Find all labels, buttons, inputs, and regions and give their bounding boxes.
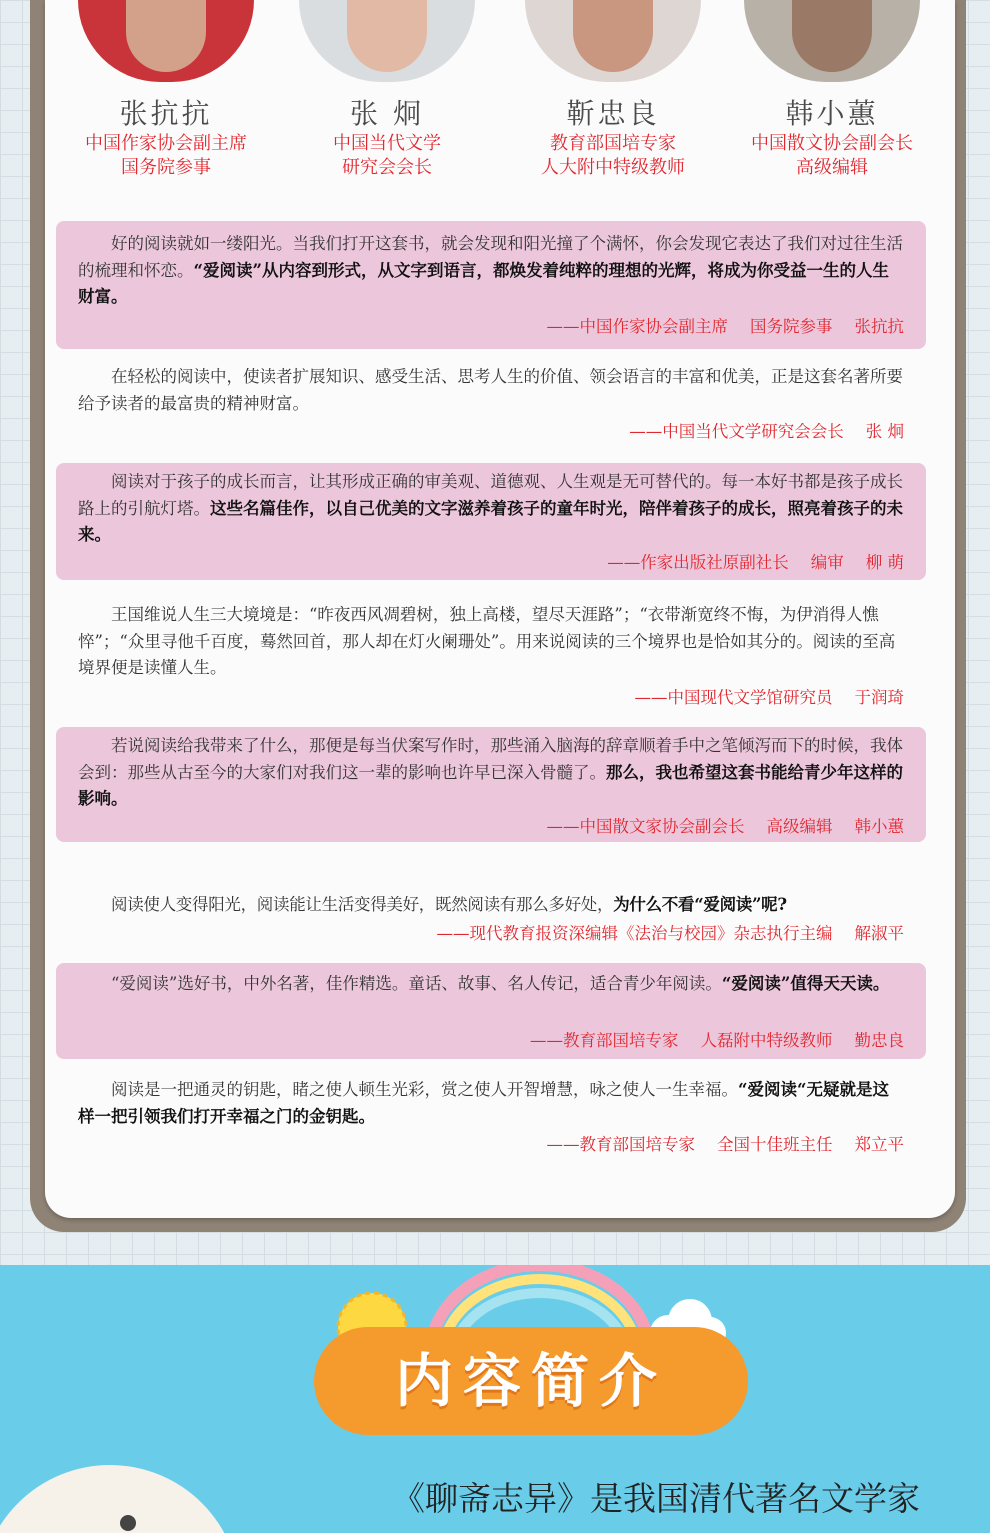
quote-text: 王国维说人生三大境境是：“昨夜西风凋碧树，独上高楼，望尽天涯路”；“衣带渐宽终不悔，为伊消得人憔悴”；“众里寻他千百度，蓦然回首，那人却在灯火阑珊处”。用来说阅读的三个境界也是恰如其分的。阅读的至高境界便是读懂人生。	[78, 605, 896, 677]
quote-signature: ——现代教育报资深编辑《法治与校园》杂志执行主编 解淑平	[436, 924, 904, 943]
quote-block	[56, 892, 926, 952]
expert-photo	[744, 0, 920, 82]
quote-text: 阅读对于孩子的成长而言，让其形成正确的审美观、道德观、人生观是无可替代的。每一本好书都是孩子成长路上的引航灯塔。	[78, 472, 903, 518]
expert-name: 张抗抗	[119, 97, 213, 130]
quote-signature: ——作家出版社原副社长 编审 柳 萌	[607, 553, 904, 572]
section-title: 内容简介	[394, 1347, 667, 1415]
quote-bold: 这些名篇佳作，以自己优美的文字滋养着孩子的童年时光，陪伴着孩子的成长，照亮着孩子的未来。	[78, 498, 903, 544]
expert-card	[277, 0, 497, 180]
expert-title: 教育部国培专家	[550, 133, 676, 154]
quote-block	[56, 221, 926, 349]
quote-signature: ——中国作家协会副主席 国务院参事 张抗抗	[546, 317, 904, 336]
expert-title: 研究会会长	[342, 157, 432, 178]
expert-name: 张 炯	[350, 97, 424, 130]
quote-block	[56, 963, 926, 1059]
expert-title: 国务院参事	[121, 157, 211, 178]
quote-text: 好的阅读就如一缕阳光。当我们打开这套书，就会发现和阳光撞了个满怀，你会发现它表达了我们对过往生活的梳理和怀恋。	[78, 234, 903, 280]
expert-photo	[299, 0, 475, 82]
section-banner	[314, 1327, 748, 1435]
expert-card	[503, 0, 723, 180]
quote-signature: ——中国现代文学馆研究员 于润琦	[634, 688, 904, 707]
quote-block	[56, 463, 926, 580]
expert-card	[722, 0, 942, 180]
quote-signature: ——教育部国培专家 人磊附中特级教师 勤忠良	[530, 1031, 904, 1050]
quote-text: “爱阅读”选好书，中外名著，佳作精选。童话、故事、名人传记，适合青少年阅读。	[111, 974, 722, 993]
quote-bold: 那么，我也希望这套书能给青少年这样的影响。	[78, 762, 903, 808]
expert-title: 中国散文协会副会长	[751, 133, 913, 154]
expert-name: 靳忠良	[566, 97, 660, 130]
quote-bold: “爱阅读”值得天天读。	[721, 974, 890, 993]
expert-title: 人大附中特级教师	[541, 157, 685, 178]
expert-title: 中国当代文学	[333, 133, 441, 154]
quote-block	[56, 600, 926, 715]
expert-card	[56, 0, 276, 180]
quote-signature: ——中国散文家协会副会长 高级编辑 韩小蕙	[546, 817, 904, 836]
illustration-circle	[0, 1465, 240, 1533]
quote-bold: 为什么不看“爱阅读”呢?	[613, 895, 787, 914]
intro-section	[0, 1265, 990, 1533]
quote-bold: “爱阅读”从内容到形式，从文字到语言，都焕发着纯粹的理想的光辉，将成为你受益一生的人生财富。	[78, 260, 889, 306]
quote-signature: ——教育部国培专家 全国十佳班主任 郑立平	[546, 1135, 904, 1154]
expert-photo	[525, 0, 701, 82]
quote-text: 阅读使人变得阳光，阅读能让生活变得美好，既然阅读有那么多好处，	[111, 895, 614, 914]
quote-signature: ——中国当代文学研究会会长 张 炯	[629, 422, 904, 441]
quote-text: 若说阅读给我带来了什么，那便是每当伏案写作时，那些涌入脑海的辞章顺着手中之笔倾泻而下的时候，我体会到：那些从古至今的大家们对我们这一辈的影响也许早已深入骨髓了。	[78, 736, 903, 782]
expert-title: 中国作家协会副主席	[85, 133, 247, 154]
quote-text: 在轻松的阅读中，使读者扩展知识、感受生活、思考人生的价值、领会语言的丰富和优美，正是这套名著所要给予读者的最富贵的精神财富。	[78, 367, 903, 413]
expert-title: 高级编辑	[796, 157, 868, 178]
quote-block	[56, 362, 926, 452]
expert-row	[0, 0, 990, 180]
quote-bold: “爱阅读“无疑就是这样一把引领我们打开幸福之门的金钥匙。	[78, 1080, 889, 1126]
intro-text: 《聊斋志异》是我国清代著名文学家	[392, 1479, 920, 1518]
expert-name: 韩小蕙	[785, 97, 879, 130]
quote-block	[56, 1077, 926, 1167]
quote-text: 阅读是一把通灵的钥匙，睹之使人顿生光彩，赏之使人开智增慧，咏之使人一生幸福。	[111, 1080, 738, 1099]
expert-photo	[78, 0, 254, 82]
quote-block	[56, 727, 926, 842]
